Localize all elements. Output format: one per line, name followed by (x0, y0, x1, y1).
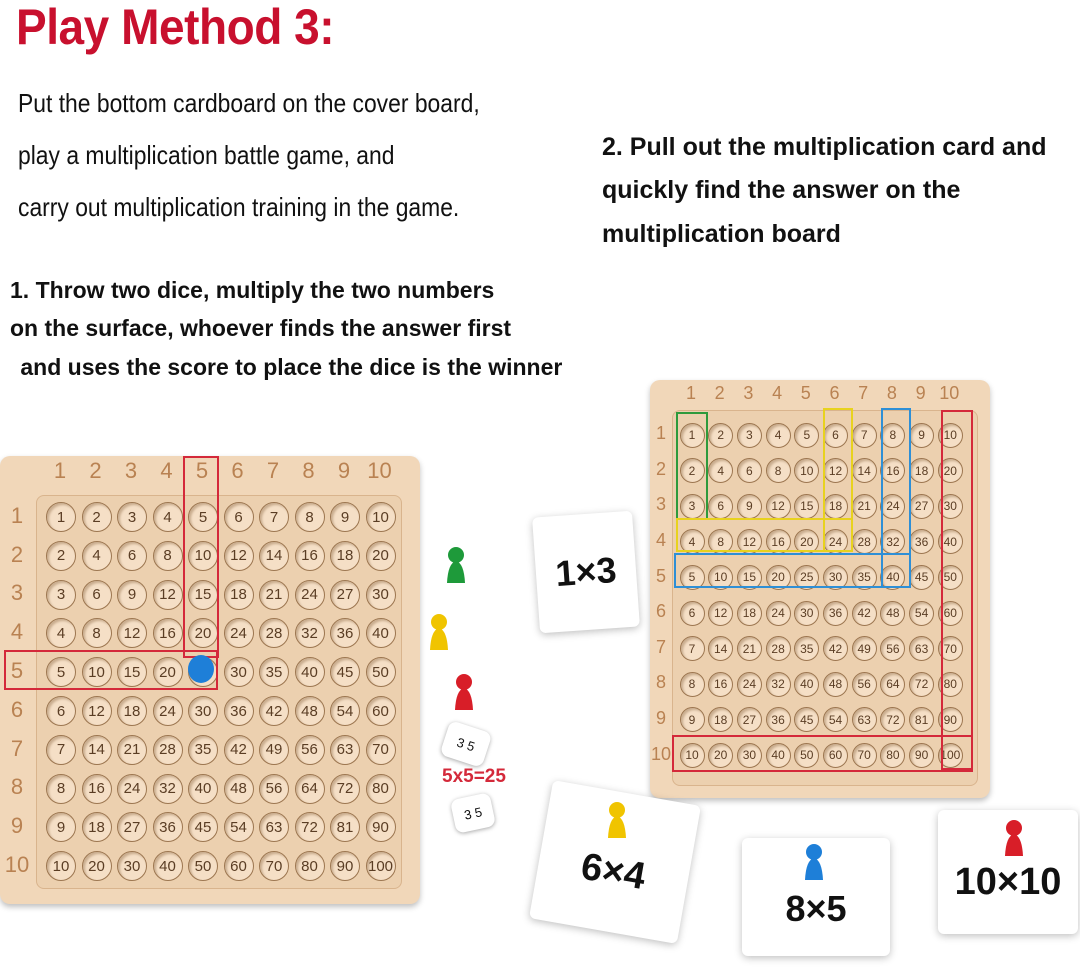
left-board-cell[interactable]: 21 (259, 580, 289, 610)
left-board-cell[interactable]: 30 (224, 657, 254, 687)
right-board-cell[interactable]: 40 (938, 529, 963, 554)
right-board-cell[interactable]: 24 (823, 529, 848, 554)
left-board-cell[interactable]: 1 (46, 502, 76, 532)
right-board-cell[interactable]: 3 (680, 494, 705, 519)
left-board-cell[interactable]: 8 (82, 618, 112, 648)
right-board-cell[interactable]: 6 (680, 601, 705, 626)
left-board-cell[interactable]: 32 (295, 618, 325, 648)
left-board-cell[interactable]: 14 (82, 735, 112, 765)
right-board-row-header: 7 (655, 636, 666, 657)
left-board-row-header: 6 (10, 696, 24, 722)
right-board-cell[interactable]: 14 (852, 458, 877, 483)
left-board-cell[interactable]: 24 (295, 580, 325, 610)
right-board-cell[interactable]: 18 (909, 458, 934, 483)
right-board-cell[interactable]: 40 (794, 672, 819, 697)
left-board-cell[interactable]: 2 (82, 502, 112, 532)
right-board-cell[interactable]: 56 (880, 636, 905, 661)
right-board-row-header: 5 (655, 565, 666, 586)
left-board-cell[interactable]: 3 (117, 502, 147, 532)
right-board-cell[interactable]: 42 (852, 601, 877, 626)
right-board-cell[interactable]: 36 (823, 601, 848, 626)
right-board-col-header: 6 (829, 383, 840, 403)
right-board-cell[interactable]: 80 (880, 743, 905, 768)
left-board-cell[interactable]: 12 (82, 696, 112, 726)
left-board-cell[interactable]: 7 (259, 502, 289, 532)
step2-line-2: quickly find the answer on the (602, 176, 961, 204)
left-board-row-header: 7 (10, 735, 24, 761)
right-board-cell[interactable]: 18 (823, 494, 848, 519)
right-board-cell[interactable]: 5 (794, 423, 819, 448)
dice-result: 5x5=25 (442, 766, 506, 787)
column-1-highlight (676, 412, 708, 520)
card-1x3[interactable]: 1×3 (532, 511, 640, 634)
left-board-cell[interactable]: 6 (46, 696, 76, 726)
right-board-cell[interactable]: 100 (938, 743, 963, 768)
right-board-cell[interactable]: 64 (880, 672, 905, 697)
left-board-cell[interactable]: 72 (295, 812, 325, 842)
left-board-cell[interactable]: 60 (224, 851, 254, 881)
right-board-cell[interactable]: 45 (794, 707, 819, 732)
left-board-cell[interactable]: 40 (153, 851, 183, 881)
right-board-cell[interactable]: 28 (766, 636, 791, 661)
left-board-row-header: 9 (10, 813, 24, 839)
right-board-col-header: 2 (714, 383, 725, 403)
die-1[interactable]: 3 5 (440, 720, 493, 768)
left-board-row-header: 10 (4, 852, 30, 877)
right-board-cell[interactable]: 36 (766, 707, 791, 732)
right-board-cell[interactable]: 7 (852, 423, 877, 448)
left-board-cell[interactable]: 8 (295, 502, 325, 532)
left-board-cell[interactable]: 45 (330, 657, 360, 687)
left-board-cell[interactable]: 50 (366, 657, 396, 687)
left-board-cell[interactable]: 15 (188, 580, 218, 610)
right-board-cell[interactable]: 9 (909, 423, 934, 448)
right-board-cell[interactable]: 49 (852, 636, 877, 661)
right-board-col-header: 7 (858, 383, 869, 403)
right-board-cell[interactable]: 5 (680, 565, 705, 590)
left-board-cell[interactable]: 10 (188, 541, 218, 571)
right-board-cell[interactable]: 30 (823, 565, 848, 590)
left-board-cell[interactable]: 48 (295, 696, 325, 726)
right-board-cell[interactable]: 90 (909, 743, 934, 768)
right-board-cell[interactable]: 6 (708, 494, 733, 519)
right-board-cell[interactable]: 21 (737, 636, 762, 661)
step2-line-1: 2. Pull out the multiplication card and (602, 133, 1047, 161)
left-board-cell[interactable]: 48 (224, 774, 254, 804)
left-board-cell[interactable]: 90 (366, 812, 396, 842)
right-board-cell[interactable]: 8 (680, 672, 705, 697)
right-board-cell[interactable]: 8 (708, 529, 733, 554)
left-board-cell[interactable]: 3 (46, 580, 76, 610)
left-board-cell[interactable]: 28 (153, 735, 183, 765)
left-board-cell[interactable]: 45 (188, 812, 218, 842)
left-board-cell[interactable]: 5 (188, 502, 218, 532)
right-board-cell[interactable]: 24 (880, 494, 905, 519)
green-peg-icon (442, 545, 472, 585)
left-board-cell[interactable]: 4 (46, 618, 76, 648)
multiplication-board-right (650, 380, 990, 798)
left-board-cell[interactable]: 18 (224, 580, 254, 610)
left-board-cell[interactable]: 35 (259, 657, 289, 687)
right-board-cell[interactable]: 60 (823, 743, 848, 768)
card-10x10-label: 10×10 (954, 860, 1062, 903)
card-8x5-label: 8×5 (785, 888, 847, 929)
right-board-cell[interactable]: 9 (737, 494, 762, 519)
right-board-row-header: 9 (655, 708, 666, 728)
left-board-col-header: 7 (266, 458, 280, 483)
left-board-cell[interactable]: 81 (330, 812, 360, 842)
left-board-cell[interactable]: 10 (82, 657, 112, 687)
right-board-cell[interactable]: 1 (680, 423, 705, 448)
row-5-highlight (674, 553, 911, 588)
right-board-cell[interactable]: 54 (909, 601, 934, 626)
right-board-cell[interactable]: 24 (737, 672, 762, 697)
left-board-cell[interactable]: 8 (153, 541, 183, 571)
right-board-cell[interactable]: 15 (794, 494, 819, 519)
right-board-row-header: 1 (655, 423, 666, 444)
column-5-highlight (183, 456, 219, 658)
right-board-cell[interactable]: 12 (708, 601, 733, 626)
left-board-cell[interactable]: 56 (259, 774, 289, 804)
right-board-cell[interactable]: 24 (766, 601, 791, 626)
left-board-cell[interactable]: 42 (224, 735, 254, 765)
right-board-row-header: 10 (650, 743, 672, 764)
right-board-row-header: 4 (655, 530, 666, 550)
right-board-col-header: 1 (685, 383, 696, 403)
right-board-cell[interactable]: 28 (852, 529, 877, 554)
left-board-col-header: 4 (160, 458, 173, 483)
right-board-cell[interactable]: 16 (708, 672, 733, 697)
right-board-cell[interactable]: 21 (852, 494, 877, 519)
left-board-cell[interactable]: 32 (153, 774, 183, 804)
right-board-cell[interactable]: 12 (823, 458, 848, 483)
right-board-cell[interactable]: 15 (737, 565, 762, 590)
right-board-cell[interactable]: 27 (737, 707, 762, 732)
right-board-cell[interactable]: 16 (880, 458, 905, 483)
intro-line-3: carry out multiplication training in the game. (18, 192, 460, 222)
right-board-cell[interactable]: 70 (938, 636, 963, 661)
right-board-cell[interactable]: 50 (938, 565, 963, 590)
left-board-cell[interactable]: 63 (259, 812, 289, 842)
left-board-cell[interactable]: 24 (153, 696, 183, 726)
right-board-col-header: 10 (939, 383, 960, 403)
red-peg-icon (450, 672, 480, 712)
left-board-cell[interactable]: 64 (295, 774, 325, 804)
left-board-cell[interactable]: 12 (224, 541, 254, 571)
left-board-row-header: 2 (10, 541, 24, 567)
right-board-col-header: 8 (886, 383, 897, 403)
right-board-cell[interactable]: 60 (938, 601, 963, 626)
left-board-col-header: 3 (124, 458, 138, 483)
left-board-col-header: 8 (302, 458, 315, 483)
left-board-col-header: 5 (195, 458, 209, 483)
right-board-cell[interactable]: 30 (938, 494, 963, 519)
right-board-cell[interactable]: 30 (737, 743, 762, 768)
step1-line-3: and uses the score to place the dice is the winner (14, 354, 563, 380)
left-board-cell[interactable]: 35 (188, 735, 218, 765)
right-board-cell[interactable]: 18 (708, 707, 733, 732)
left-board-row-header: 8 (10, 774, 24, 800)
left-board-cell[interactable]: 18 (82, 812, 112, 842)
blue-peg-icon (186, 652, 216, 686)
right-board-cell[interactable]: 20 (938, 458, 963, 483)
left-board-cell[interactable]: 16 (295, 541, 325, 571)
left-board-cell[interactable]: 14 (259, 541, 289, 571)
intro-line-2: play a multiplication battle game, and (18, 140, 395, 170)
page-title: Play Method 3: (16, 0, 335, 55)
right-board-row-header: 6 (655, 601, 666, 622)
left-board-cell[interactable]: 9 (330, 502, 360, 532)
row-4-highlight (676, 518, 853, 552)
left-board-row-header: 3 (10, 580, 24, 606)
right-board-cell[interactable]: 40 (880, 565, 905, 590)
left-board-col-header: 2 (89, 458, 102, 483)
right-board-cell[interactable]: 20 (766, 565, 791, 590)
right-board-cell[interactable]: 72 (880, 707, 905, 732)
right-board-cell[interactable]: 30 (794, 601, 819, 626)
left-board-cell[interactable]: 42 (259, 696, 289, 726)
right-board-cell[interactable]: 16 (766, 529, 791, 554)
left-board-cell[interactable]: 36 (224, 696, 254, 726)
multiplication-board-left (0, 456, 420, 904)
left-board-row-header: 5 (10, 658, 24, 683)
right-board-row-header: 3 (655, 494, 666, 515)
left-board-cell[interactable]: 72 (330, 774, 360, 804)
left-board-cell[interactable]: 4 (153, 502, 183, 532)
left-board-cell[interactable]: 6 (117, 541, 147, 571)
left-board-cell[interactable]: 16 (82, 774, 112, 804)
left-board-cell[interactable]: 8 (46, 774, 76, 804)
right-board-cell[interactable]: 80 (938, 672, 963, 697)
right-board-col-header: 9 (915, 383, 926, 403)
left-board-cell[interactable]: 15 (117, 657, 147, 687)
left-board-cell[interactable]: 60 (366, 696, 396, 726)
left-board-cell[interactable]: 24 (224, 618, 254, 648)
left-board-cell[interactable]: 18 (117, 696, 147, 726)
right-board-cell[interactable]: 32 (766, 672, 791, 697)
right-board-cell[interactable]: 7 (680, 636, 705, 661)
right-board-cell[interactable]: 35 (794, 636, 819, 661)
right-board-cell[interactable]: 6 (823, 423, 848, 448)
right-board-col-header: 3 (743, 383, 754, 403)
red-peg-on-card-icon (1000, 818, 1030, 858)
right-board-cell[interactable]: 12 (766, 494, 791, 519)
left-board-cell[interactable]: 30 (188, 696, 218, 726)
left-board-cell[interactable]: 100 (366, 851, 396, 881)
right-board-cell[interactable]: 2 (708, 423, 733, 448)
right-board-cell[interactable]: 63 (909, 636, 934, 661)
left-board-cell[interactable]: 20 (366, 541, 396, 571)
left-board-cell[interactable]: 12 (153, 580, 183, 610)
yellow-peg-icon (425, 612, 455, 652)
left-board-cell[interactable]: 63 (330, 735, 360, 765)
right-board-cell[interactable]: 8 (880, 423, 905, 448)
right-board-cell[interactable]: 70 (852, 743, 877, 768)
right-board-cell[interactable]: 90 (938, 707, 963, 732)
left-board-cell[interactable]: 20 (82, 851, 112, 881)
right-board-col-header: 4 (772, 383, 783, 403)
right-board-cell[interactable]: 40 (766, 743, 791, 768)
left-board-cell[interactable]: 7 (46, 735, 76, 765)
left-board-row-header: 4 (10, 619, 24, 645)
left-board-cell[interactable]: 18 (330, 541, 360, 571)
right-board-cell[interactable]: 9 (680, 707, 705, 732)
right-board-cell[interactable]: 3 (737, 423, 762, 448)
left-board-cell[interactable]: 28 (259, 618, 289, 648)
right-board-cell[interactable]: 20 (708, 743, 733, 768)
left-board-cell[interactable]: 40 (366, 618, 396, 648)
left-board-cell[interactable]: 80 (366, 774, 396, 804)
left-board-cell[interactable]: 40 (188, 774, 218, 804)
left-board-col-header: 9 (337, 458, 351, 483)
right-board-cell[interactable]: 48 (880, 601, 905, 626)
right-board-cell[interactable]: 18 (737, 601, 762, 626)
left-board-cell[interactable]: 4 (82, 541, 112, 571)
right-board-cell[interactable]: 12 (737, 529, 762, 554)
left-board-cell[interactable]: 40 (295, 657, 325, 687)
left-board-cell[interactable]: 21 (117, 735, 147, 765)
left-board-col-header: 1 (53, 458, 67, 483)
left-board-cell[interactable]: 9 (46, 812, 76, 842)
left-board-cell[interactable]: 49 (259, 735, 289, 765)
left-board-cell[interactable]: 6 (82, 580, 112, 610)
right-board-row-header: 8 (655, 672, 666, 693)
left-board-cell[interactable]: 5 (46, 657, 76, 687)
left-board-cell[interactable]: 70 (259, 851, 289, 881)
right-board-row-header: 2 (655, 458, 666, 479)
left-board-cell[interactable]: 80 (295, 851, 325, 881)
right-board-cell[interactable]: 27 (909, 494, 934, 519)
left-board-cell[interactable]: 16 (153, 618, 183, 648)
right-board-cell[interactable]: 48 (823, 672, 848, 697)
left-board-cell[interactable]: 10 (366, 502, 396, 532)
intro-line-1: Put the bottom cardboard on the cover board, (18, 88, 480, 118)
left-board-cell[interactable]: 10 (46, 851, 76, 881)
right-board-cell[interactable]: 45 (909, 565, 934, 590)
right-board-cell[interactable]: 10 (680, 743, 705, 768)
left-board-cell[interactable]: 27 (330, 580, 360, 610)
column-10-highlight (941, 410, 973, 770)
left-board-cell[interactable]: 24 (117, 774, 147, 804)
step1-line-2: on the surface, whoever finds the answer first (10, 315, 512, 341)
right-board-cell[interactable]: 32 (880, 529, 905, 554)
right-board-cell[interactable]: 4 (708, 458, 733, 483)
left-board-cell[interactable]: 70 (366, 735, 396, 765)
left-board-cell[interactable]: 36 (330, 618, 360, 648)
right-board-cell[interactable]: 10 (938, 423, 963, 448)
right-board-cell[interactable]: 35 (852, 565, 877, 590)
left-board-cell[interactable]: 2 (46, 541, 76, 571)
right-board-cell[interactable]: 63 (852, 707, 877, 732)
card-6x4-label: 6×4 (577, 845, 649, 898)
right-board-col-header: 5 (800, 383, 811, 403)
die-2[interactable]: 3 5 (450, 792, 496, 834)
left-board-cell[interactable]: 27 (117, 812, 147, 842)
right-board-cell[interactable]: 2 (680, 458, 705, 483)
left-board-cell[interactable]: 30 (366, 580, 396, 610)
left-board-cell[interactable]: 20 (188, 618, 218, 648)
left-board-cell[interactable]: 9 (117, 580, 147, 610)
right-board-cell[interactable]: 72 (909, 672, 934, 697)
left-board-row-header: 1 (10, 502, 24, 528)
right-board-cell[interactable]: 4 (680, 529, 705, 554)
left-board-cell[interactable]: 20 (153, 657, 183, 687)
right-board-cell[interactable]: 25 (794, 565, 819, 590)
left-board-cell[interactable]: 50 (188, 851, 218, 881)
right-board-cell[interactable]: 36 (909, 529, 934, 554)
left-board-cell[interactable]: 90 (330, 851, 360, 881)
left-board-cell[interactable]: 54 (224, 812, 254, 842)
right-board-cell[interactable]: 4 (766, 423, 791, 448)
blue-peg-on-card-icon (800, 842, 830, 882)
step1-line-1: 1. Throw two dice, multiply the two numbers (10, 277, 495, 303)
right-board-cell[interactable]: 42 (823, 636, 848, 661)
left-board-cell[interactable]: 54 (330, 696, 360, 726)
step2-line-3: multiplication board (602, 220, 841, 248)
right-board-cell[interactable]: 14 (708, 636, 733, 661)
yellow-peg-on-card-icon (603, 800, 633, 840)
left-board-cell[interactable]: 56 (295, 735, 325, 765)
left-board-col-header: 6 (231, 458, 244, 483)
right-board-cell[interactable]: 56 (852, 672, 877, 697)
left-board-cell[interactable]: 30 (117, 851, 147, 881)
right-board-cell[interactable]: 50 (794, 743, 819, 768)
left-board-cell[interactable]: 12 (117, 618, 147, 648)
right-board-cell[interactable]: 54 (823, 707, 848, 732)
right-board-cell[interactable]: 10 (794, 458, 819, 483)
row-10-highlight (672, 735, 973, 772)
left-board-cell[interactable]: 36 (153, 812, 183, 842)
left-board-cell[interactable]: 6 (224, 502, 254, 532)
right-board-cell[interactable]: 20 (794, 529, 819, 554)
left-board-col-header: 10 (367, 458, 392, 483)
right-board-cell[interactable]: 6 (737, 458, 762, 483)
right-board-cell[interactable]: 10 (708, 565, 733, 590)
right-board-cell[interactable]: 8 (766, 458, 791, 483)
right-board-cell[interactable]: 81 (909, 707, 934, 732)
